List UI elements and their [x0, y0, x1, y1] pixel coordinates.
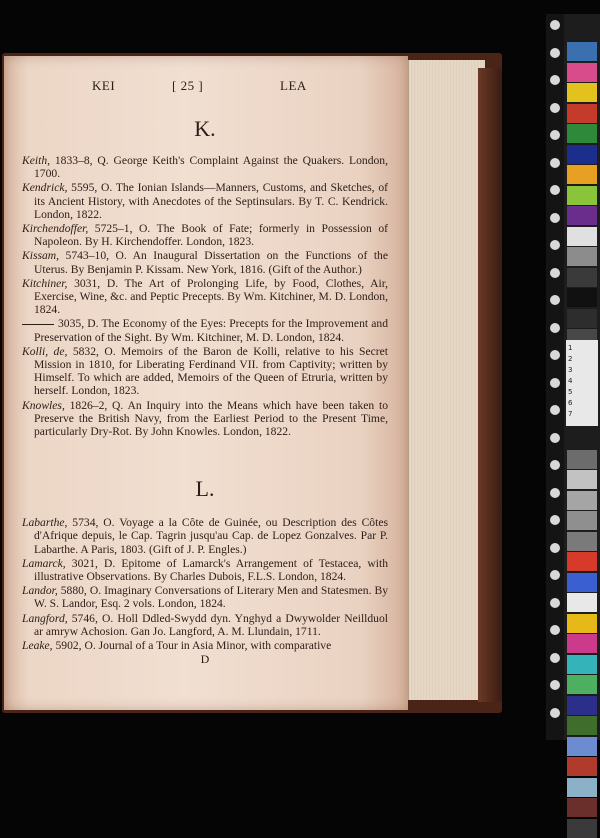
catalog-entry	[22, 557, 388, 583]
entry-author: Kendrick,	[22, 181, 68, 195]
entry-text: 1833–8, Q. George Keith's Complaint Against the Quakers. London, 1700.	[34, 154, 388, 181]
color-swatch	[567, 552, 597, 571]
registration-mark	[550, 158, 560, 168]
color-swatch	[567, 247, 597, 266]
entry-text: 5832, O. Memoirs of the Baron de Kolli, relative to his Secret Mission in 1810, for Liberating Ferdinand VII. from Captivity; written by Himself. To which are added, Memoirs of the Queen of Etruria, written by herself. London, 1823.	[34, 344, 388, 398]
color-swatch	[567, 716, 597, 735]
catalog-entry	[22, 317, 388, 343]
entry-text: 5743–10, O. An Inaugural Dissertation on the Functions of the Uterus. By Benjamin P. Kissam. New York, 1816. (Gift of the Author.)	[34, 249, 388, 276]
ditto-rule	[22, 324, 54, 325]
registration-mark	[550, 323, 560, 333]
catalog-entry	[22, 639, 388, 652]
catalog-entry	[22, 612, 388, 638]
color-swatch	[567, 165, 597, 184]
running-head	[22, 78, 388, 98]
registration-mark	[550, 460, 560, 470]
registration-mark	[550, 185, 560, 195]
scale-number: 1	[568, 344, 573, 352]
color-swatch	[567, 83, 597, 102]
registration-mark	[550, 48, 560, 58]
entry-author: Kirchendoffer,	[22, 222, 89, 236]
color-swatch	[567, 614, 597, 633]
entry-author: Landor,	[22, 584, 58, 598]
color-swatch	[567, 470, 597, 489]
entries-k	[22, 154, 388, 438]
entry-author: Leake,	[22, 639, 53, 653]
color-swatch	[567, 227, 597, 246]
registration-mark	[550, 130, 560, 140]
page-number: [ 25 ]	[172, 78, 204, 93]
color-swatch	[567, 491, 597, 510]
color-swatch	[567, 511, 597, 530]
entry-author: Labarthe,	[22, 516, 68, 530]
registration-mark	[550, 543, 560, 553]
color-swatch	[567, 288, 597, 307]
calibration-rail	[546, 14, 564, 740]
entry-author: Kolli, de,	[22, 344, 68, 358]
scale-number: 3	[568, 366, 573, 374]
entry-author: Kissam,	[22, 249, 60, 263]
color-swatch	[567, 104, 597, 123]
registration-mark	[550, 433, 560, 443]
color-swatch	[567, 63, 597, 82]
registration-mark	[550, 405, 560, 415]
entry-author: Knowles,	[22, 398, 65, 412]
entry-text: 1826–2, Q. An Inquiry into the Means which have been taken to Preserve the British Navy, from the Earliest Period to the Present Time, particularly Dry-Rot. By John Knowles. London, 1822.	[34, 398, 388, 439]
scale-number: 5	[568, 388, 573, 396]
catalog-entry	[22, 399, 388, 439]
color-swatch	[567, 186, 597, 205]
color-swatch	[567, 573, 597, 592]
color-swatch	[567, 42, 597, 61]
running-head-left: KEI	[92, 78, 116, 93]
color-swatch	[567, 145, 597, 164]
color-swatch	[567, 798, 597, 817]
registration-mark	[550, 488, 560, 498]
registration-mark	[550, 20, 560, 30]
registration-mark	[550, 653, 560, 663]
color-swatch	[567, 819, 597, 838]
catalog-entry	[22, 516, 388, 556]
color-calibration-target	[546, 14, 600, 740]
registration-mark	[550, 515, 560, 525]
registration-mark	[550, 625, 560, 635]
scale-number: 2	[568, 355, 573, 363]
color-swatch	[567, 675, 597, 694]
scale-strip	[566, 340, 598, 426]
signature-mark: D	[200, 652, 210, 667]
registration-mark	[550, 240, 560, 250]
entries-l	[22, 516, 388, 652]
color-swatch	[567, 124, 597, 143]
color-swatch	[567, 593, 597, 612]
scale-number: 4	[568, 377, 573, 385]
page-edges	[408, 60, 485, 700]
entry-text: 5595, O. The Ionian Islands—Manners, Customs, and Sketches, of its Ancient History, with Anecdotes of the Septinsulars. By T. C. Kendrick. London, 1822.	[34, 181, 388, 221]
scale-number: 6	[568, 399, 573, 407]
catalog-entry	[22, 277, 388, 317]
entry-text: 5880, O. Imaginary Conversations of Literary Men and Statesmen. By W. S. Landor, Esq. 2 vols. London, 1824.	[34, 584, 388, 611]
registration-mark	[550, 103, 560, 113]
registration-mark	[550, 268, 560, 278]
entry-text: 5725–1, O. The Book of Fate; formerly in Possession of Napoleon. By H. Kirchendoffer. London, 1823.	[34, 222, 388, 249]
color-swatch	[567, 532, 597, 551]
registration-mark	[550, 570, 560, 580]
section-heading-k: K.	[194, 116, 216, 141]
registration-mark	[550, 350, 560, 360]
entry-author: Keith,	[22, 154, 51, 167]
catalog-entry	[22, 345, 388, 398]
color-swatch	[567, 634, 597, 653]
catalog-entry	[22, 249, 388, 275]
entry-text: 5734, O. Voyage a la Côte de Guinée, ou Description des Côtes d'Afrique depuis, le Cap. Tagrin jusqu'au Cap. de Lopez Gonzalves. Par P. Labarthe. A Paris, 1803. (Gift of J. P. Engles.)	[34, 516, 388, 556]
registration-mark	[550, 75, 560, 85]
entry-author: Kitchiner,	[22, 276, 68, 290]
color-swatch	[567, 655, 597, 674]
scale-number: 7	[568, 410, 573, 418]
registration-mark	[550, 708, 560, 718]
entry-text: 5746, O. Holl Ddled-Swydd dyn. Ynghyd a Dwywolder Neillduol ar amryw Achosion. Gan Jo. Langford, A. M. Llundain, 1711.	[34, 611, 388, 638]
registration-mark	[550, 598, 560, 608]
color-swatch	[567, 309, 597, 328]
entry-text: 3035, D. The Economy of the Eyes: Precepts for the Improvement and Preservation of the Sight. By Wm. Kitchiner, M. D. London, 1824.	[34, 317, 388, 344]
section-heading-l: L.	[195, 476, 215, 502]
registration-mark	[550, 295, 560, 305]
entry-text: 5902, O. Journal of a Tour in Asia Minor, with comparative	[52, 639, 332, 653]
entry-text: 3021, D. Epitome of Lamarck's Arrangement of Testacea, with illustrative Observations. By Charles Dubois, F.L.S. London, 1824.	[34, 556, 388, 584]
entry-author: Langford,	[22, 611, 68, 625]
entry-author: Lamarck,	[22, 556, 66, 570]
registration-mark	[550, 680, 560, 690]
book-spine-edge	[478, 68, 502, 702]
registration-mark	[550, 378, 560, 388]
running-head-right: LEA	[280, 78, 307, 93]
color-swatch	[567, 450, 597, 469]
color-swatch	[567, 268, 597, 287]
entry-text: 3031, D. The Art of Prolonging Life, by Food, Clothes, Air, Exercise, Wine, &c. and Peptic Precepts. By Wm. Kitchiner, M. D. London, 1824.	[34, 276, 388, 317]
registration-mark	[550, 213, 560, 223]
catalog-entry	[22, 154, 388, 180]
color-swatch	[567, 206, 597, 225]
catalog-entry	[22, 584, 388, 610]
color-swatch	[567, 778, 597, 797]
color-swatch	[567, 696, 597, 715]
catalog-entry	[22, 181, 388, 221]
color-swatch	[567, 737, 597, 756]
page-content	[22, 78, 388, 667]
catalog-entry	[22, 222, 388, 248]
